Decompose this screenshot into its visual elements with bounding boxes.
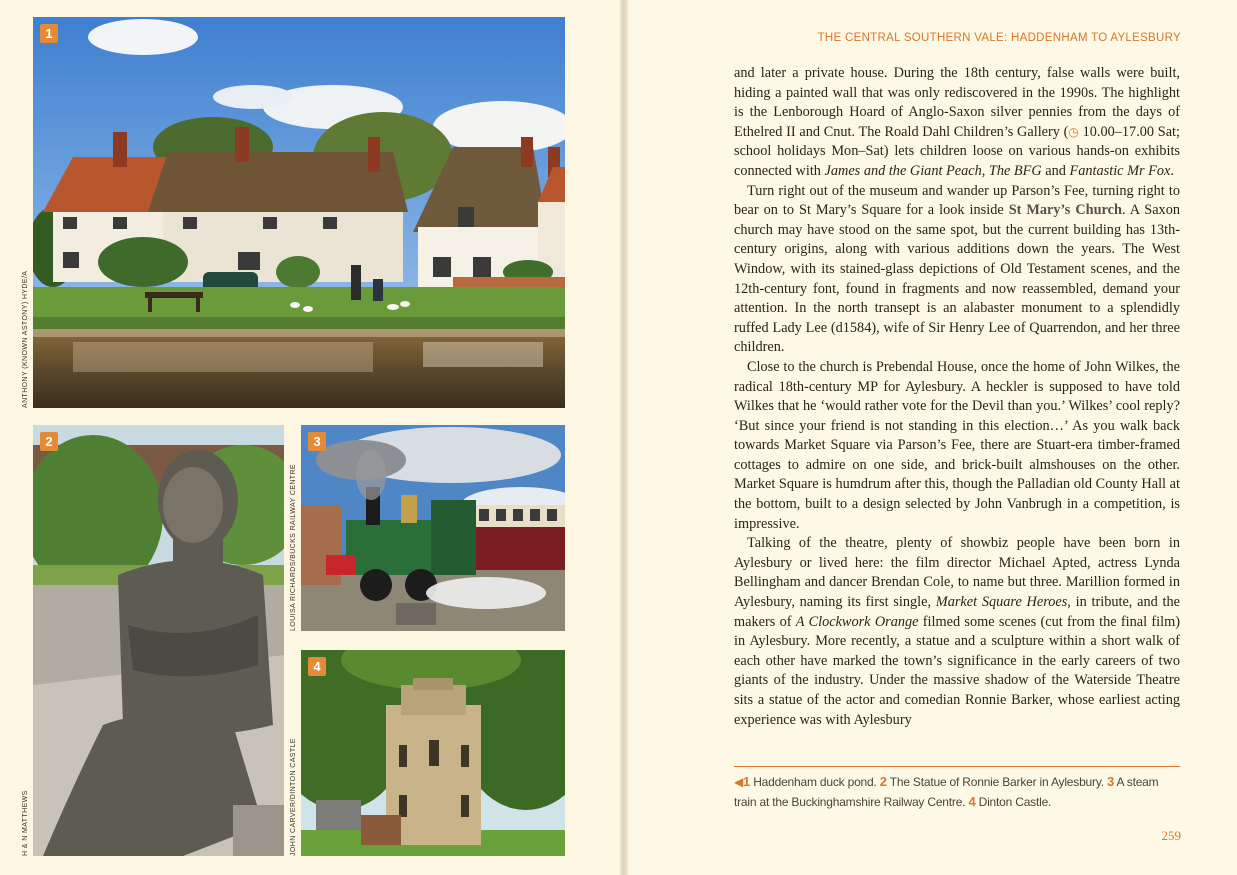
paragraph [734, 182, 1180, 358]
text-run: . A Saxon church may have stood on the same spot, but the current building has 13th-century origins, along with various additions down the years. The West Window, with its stained-glass depictions of Old Testament scenes, and the 12th-century font, found in fragments and now reassembled, demand your attention. In the north transept is an alabaster monument to a splendidly ruffed Lady Lee (d1584), wife of Sir Henry Lee of Quarrendon, and her three children. [734, 202, 1180, 356]
text-run: . [1170, 162, 1174, 179]
paragraph [734, 64, 1180, 182]
work-title: Market Square Heroes [935, 594, 1068, 611]
text-run: and [1041, 162, 1070, 179]
caption-number: 4 [968, 794, 976, 809]
paragraph [734, 534, 1180, 730]
dinton-castle-photo [301, 650, 565, 856]
caption-text: A steam train at the Buckinghamshire Railway Centre. [734, 775, 1159, 809]
photo-number-badge: 4 [308, 657, 326, 676]
photo-caption [734, 772, 1180, 812]
photo-statue [33, 425, 284, 856]
caption-text: The Statue of Ronnie Barker in Aylesbury. [886, 775, 1107, 789]
photo-credit: JOHN CARVER/DINTON CASTLE [290, 738, 297, 856]
caption-number: 2 [879, 774, 887, 789]
text-run: Turn right out of the museum and wander up Parson’s Fee, turning right to bear on to St Mary’s Square for a look inside [734, 182, 1180, 219]
page-gutter [620, 0, 628, 875]
photo-credit: ANTHONY (KNOWN ASTONY) HYDE/A [22, 270, 29, 408]
caption-rule [734, 766, 1180, 767]
page-number: 259 [1161, 828, 1181, 843]
text-run: filmed some scenes (cut from the final film) in Aylesbury. More recently, a statue and a sculpture within a short walk of each other have marked the town’s significance in the early careers of two giants of the industry. Under the massive shadow of the Waterside Theatre sits a statue of the actor and comedian Ronnie Barker, whose earliest acting experience was with Aylesbury [734, 613, 1180, 728]
photo-number-badge: 1 [40, 24, 58, 43]
caption-number: 3 [1107, 774, 1115, 789]
caption-number: 1 [743, 774, 751, 789]
photo-castle [301, 650, 565, 856]
text-run: , in tribute, and the makers of [734, 594, 1180, 630]
photo-number-badge: 3 [308, 432, 326, 451]
work-title: A Clockwork Orange [795, 613, 919, 630]
photo-train [301, 425, 565, 631]
body-text [734, 64, 1180, 730]
photo-number-badge: 2 [40, 432, 58, 451]
ronnie-barker-statue-photo [33, 425, 284, 856]
text-run: Talking of the theatre, plenty of showbiz people have been born in Aylesbury or lived here: the film director Michael Apted, actress Lynda Bellingham and dancer Brendan Cole, to name but three. Marillion formed in Aylesbury, naming its first single, [734, 535, 1180, 611]
caption-text: Haddenham duck pond. [750, 775, 880, 789]
book-title: Fantastic Mr Fox [1069, 162, 1171, 179]
photo-credit: H & N MATTHEWS [22, 790, 29, 856]
right-page [628, 0, 1237, 875]
steam-train-photo [301, 425, 565, 631]
photo-duck-pond [33, 17, 565, 408]
paragraph: Close to the church is Prebendal House, once the home of John Wilkes, the radical 18th-century MP for Aylesbury. A heckler is supposed to have told Wilkes that he ‘would rather vote for the Devil than you.’ Wilkes’ cool reply? ‘But since your friend is not standing in this election…’ As you walk back towards Market Square via Parson’s Fee, there are Stuart-era timber-framed cottages to admire on one side, and brick-built almshouses on the other. Market Square is humdrum after this, though the Palladian old County Hall at the bottom, built to a design selected by John Vanbrugh in a competition, is impressive. [734, 358, 1180, 532]
duck-pond-cottages-photo [33, 17, 565, 408]
place-name: St Mary’s Church [1008, 202, 1122, 219]
caption-text: Dinton Castle. [975, 795, 1052, 809]
running-head: THE CENTRAL SOUTHERN VALE: HADDENHAM TO AYLESBURY [817, 32, 1181, 44]
arrow-left-icon: ◀ [734, 775, 744, 789]
text-run: 10.00–17.00 Sat; school holidays Mon–Sat) lets children loose on various hands-on exhibits connected with [734, 123, 1181, 179]
clock-icon: ◷ [1068, 124, 1079, 139]
book-title: James and the Giant Peach [824, 162, 982, 179]
book-title: The BFG [988, 162, 1042, 179]
text-run: and later a private house. During the 18th century, false walls were built, hiding a painted wall that was only rediscovered in the 1990s. The highlight is the Lenborough Hoard of Anglo-Saxon silver pennies from the days of Ethelred II and Cnut. The Roald Dahl Children’s Gallery ( [734, 65, 1180, 140]
photo-credit: LOUISA RICHARDS/BUCKS RAILWAY CENTRE [290, 463, 297, 631]
text-run: , [981, 162, 989, 179]
